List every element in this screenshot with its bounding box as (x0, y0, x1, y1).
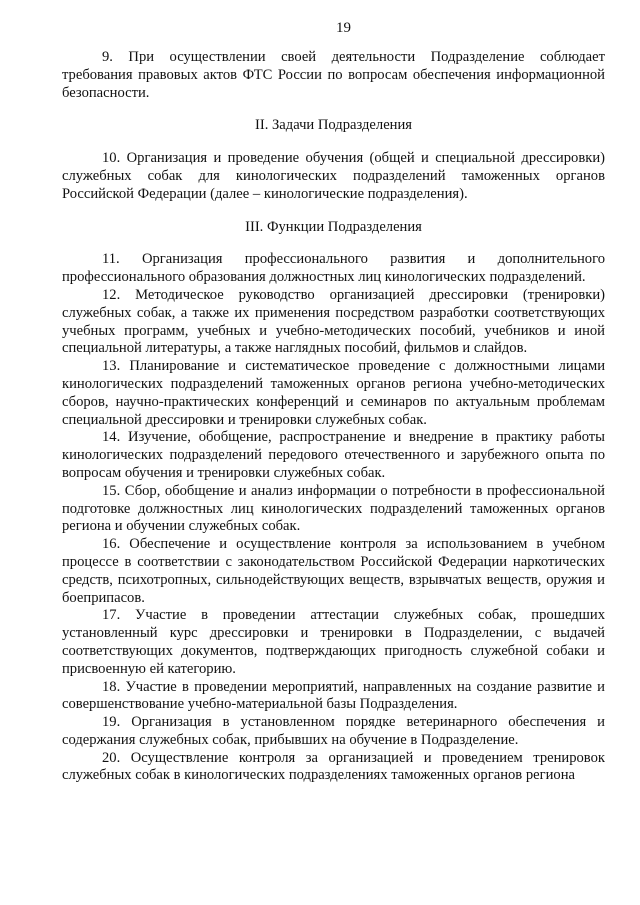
section-heading-tasks: II. Задачи Подразделения (254, 117, 413, 134)
paragraph-11: 11. Организация профессионального развития и дополнительного профессионального образования должностных лиц кинологических подразделений. (62, 251, 605, 286)
section-3 (62, 251, 605, 785)
paragraph-18: 18. Участие в проведении мероприятий, направленных на создание развитие и совершенствование учебно-материальной базы Подразделения. (62, 678, 605, 713)
paragraph-20: 20. Осуществление контроля за организацией и проведением тренировок служебных собак в кинологических подразделениях таможенных органов региона (62, 749, 605, 784)
paragraph-19: 19. Организация в установленном порядке ветеринарного обеспечения и содержания служебных собак, прибывших на обучение в Подразделение. (62, 714, 605, 748)
paragraph-10: 10. Организация и проведение обучения (общей и специальной дрессировки) служебных собак для кинологических подразделений таможенных органов Российской Федерации (далее – кинологические подразделения). (62, 150, 605, 202)
page-number: 19 (336, 20, 351, 36)
paragraph-14: 14. Изучение, обобщение, распространение и внедрение в практику работы кинологических подразделений передового отечественного и зарубежного опыта по вопросам обучения и тренировки служебных собак. (62, 429, 605, 481)
paragraph-16: 16. Обеспечение и осуществление контроля за использованием в учебном процессе в соответствии с законодательством Российской Федерации наркотических средств, психотропных, сильнодействующих веществ, взрывчатых веществ, оружия и боеприпасов. (62, 536, 605, 606)
paragraph-9: 9. При осуществлении своей деятельности Подразделение соблюдает требования правовых актов ФТС России по вопросам обеспечения информационной безопасности. (62, 49, 605, 101)
paragraph-15: 15. Сбор, обобщение и анализ информации о потребности в профессиональной подготовке должностных лиц кинологических подразделений таможенных органов региона и обучении служебных собак. (62, 482, 605, 535)
paragraph-17: 17. Участие в проведении аттестации служебных собак, прошедших установленный курс дрессировки и тренировки в Подразделении, с выдачей соответствующих документов, подтверждающих пригодность служебной собаки и присвоенную ей категорию. (62, 607, 605, 677)
section-2 (62, 150, 605, 203)
paragraph-12: 12. Методическое руководство организацией дрессировки (тренировки) служебных собак, а также их применения посредством разработки соответствующих учебных программ, учебных и учебно-методических пособий, учебников и иной специальной литературы, а также наглядных пособий, фильмов и слайдов. (62, 286, 605, 357)
section-1 (62, 49, 605, 102)
paragraph-13: 13. Планирование и систематическое проведение с должностными лицами кинологических подразделений таможенных органов региона учебно-методических сборов, научно-практических конференций и семинаров по актуальным проблемам специальной дрессировки и тренировки служебных собак. (62, 358, 605, 428)
section-heading-functions: III. Функции Подразделения (245, 218, 422, 235)
